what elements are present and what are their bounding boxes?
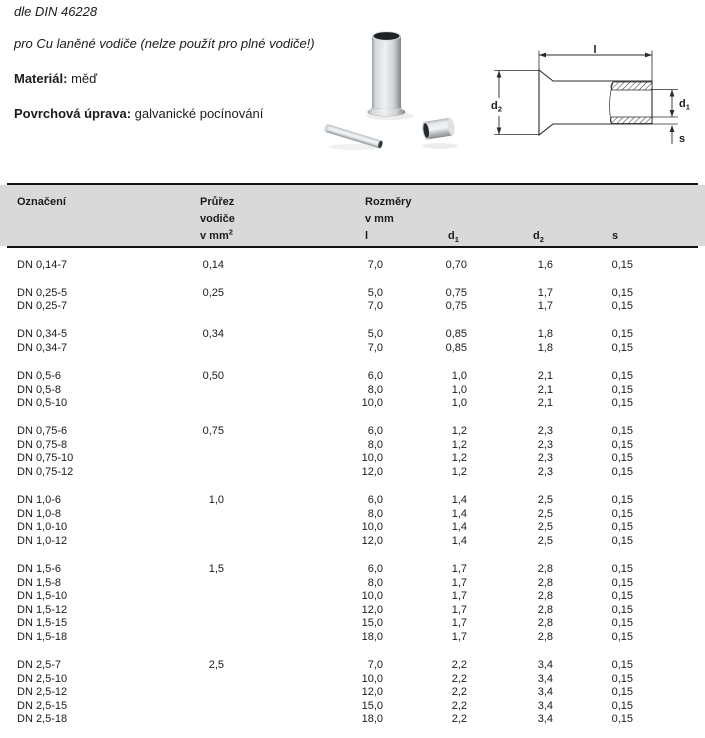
- cell-d2: 2,3: [537, 425, 553, 438]
- ferrule-short: [421, 117, 456, 140]
- cell-cross-section: [190, 439, 250, 453]
- header-dim-s: s: [612, 229, 619, 242]
- cell-d1: 2,2: [451, 672, 467, 685]
- cell-designation: DN 0,25-7: [17, 300, 68, 313]
- table-row: [0, 384, 705, 398]
- cell-d1: 1,0: [451, 397, 467, 410]
- table-row: [0, 259, 705, 273]
- cell-length-l: 15,0: [361, 699, 383, 712]
- cell-s: 0,15: [611, 383, 633, 396]
- cell-designation: DN 1,5-6: [17, 563, 62, 575]
- cell-cross-section: [190, 590, 250, 604]
- cell-d2: 1,7: [537, 286, 553, 299]
- table-group: [0, 287, 705, 314]
- ferrule-large-base: [368, 108, 406, 116]
- cell-s: 0,15: [611, 603, 633, 616]
- cell-d2: 2,8: [537, 576, 553, 589]
- cell-d2: 2,3: [537, 452, 553, 465]
- wall-section-top: [611, 82, 652, 90]
- cell-d1: 0,75: [445, 286, 467, 299]
- cell-designation: DN 2,5-15: [17, 699, 68, 712]
- table-row: [0, 617, 705, 631]
- cell-s: 0,15: [611, 341, 633, 354]
- cell-designation: DN 1,0-6: [17, 494, 62, 507]
- cell-length-l: 10,0: [361, 397, 383, 410]
- material-value: měď: [71, 71, 98, 86]
- cell-designation: DN 1,5-18: [17, 630, 68, 643]
- header-dim-d2: $d_2$: [533, 229, 544, 245]
- table-row: [0, 466, 705, 480]
- table-group: [0, 425, 705, 479]
- cell-cross-section: 2,5: [208, 659, 224, 672]
- cell-length-l: 7,0: [367, 659, 383, 672]
- table-row: [0, 287, 705, 301]
- table-group: [0, 494, 705, 548]
- surface-line: [14, 106, 263, 122]
- cell-s: 0,15: [611, 617, 633, 630]
- cell-length-l: 12,0: [361, 466, 383, 479]
- norm-text: dle DIN 46228: [14, 4, 98, 19]
- header-dim-d1: $d_1$: [448, 229, 459, 245]
- cell-cross-section: 1,0: [208, 494, 224, 507]
- cell-designation: DN 0,34-7: [17, 341, 68, 354]
- ferrule-large: [368, 31, 406, 116]
- cell-cross-section: [190, 384, 250, 398]
- cell-cross-section: [190, 713, 250, 727]
- cell-d2: 3,4: [537, 713, 553, 726]
- cell-cross-section: 1,5: [208, 563, 224, 575]
- cell-d2: 2,8: [537, 617, 553, 630]
- table-row: [0, 397, 705, 411]
- cell-cross-section: [190, 452, 250, 466]
- cell-length-l: 6,0: [367, 425, 383, 438]
- cell-s: 0,15: [611, 438, 633, 451]
- cell-designation: DN 1,0-10: [17, 521, 68, 534]
- cell-d2: 2,1: [537, 383, 553, 396]
- cell-s: 0,15: [611, 699, 633, 712]
- cell-cross-section: 0,75: [202, 425, 224, 438]
- table-row: [0, 686, 705, 700]
- cell-s: 0,15: [611, 672, 633, 685]
- cell-cross-section: [190, 466, 250, 480]
- cell-d2: 2,3: [537, 438, 553, 451]
- table-row: [0, 508, 705, 522]
- cell-d1: 2,2: [451, 659, 467, 672]
- cell-s: 0,15: [611, 686, 633, 699]
- cell-length-l: 7,0: [367, 258, 383, 271]
- material-label: Materiál:: [14, 71, 68, 86]
- cell-d2: 2,5: [537, 521, 553, 534]
- cell-length-l: 18,0: [361, 630, 383, 643]
- table-group: [0, 563, 705, 645]
- table-header: [0, 185, 705, 245]
- cell-designation: DN 0,5-6: [17, 369, 62, 382]
- cell-d1: 1,7: [451, 630, 467, 643]
- cell-d1: 1,4: [451, 507, 467, 520]
- cell-designation: DN 1,5-15: [17, 617, 68, 630]
- table-row: [0, 713, 705, 727]
- cell-length-l: 7,0: [367, 341, 383, 354]
- cell-designation: DN 1,0-8: [17, 507, 62, 520]
- cell-length-l: 10,0: [361, 521, 383, 534]
- cell-d1: 1,7: [451, 576, 467, 589]
- cell-designation: DN 2,5-10: [17, 672, 68, 685]
- cell-length-l: 8,0: [367, 438, 383, 451]
- cell-length-l: 10,0: [361, 672, 383, 685]
- cell-cross-section: [190, 617, 250, 631]
- cell-s: 0,15: [611, 590, 633, 603]
- table-group: [0, 259, 705, 273]
- cell-length-l: 18,0: [361, 713, 383, 726]
- cell-s: 0,15: [611, 494, 633, 507]
- label-s: s: [679, 133, 686, 145]
- cell-d1: 1,2: [451, 438, 467, 451]
- cell-d2: 2,1: [537, 397, 553, 410]
- table-row: [0, 577, 705, 591]
- cell-length-l: 6,0: [367, 563, 383, 575]
- cell-designation: DN 0,34-5: [17, 328, 68, 341]
- label-d1: $d_1$: [679, 98, 690, 112]
- cell-cross-section: [190, 700, 250, 714]
- table-row: [0, 439, 705, 453]
- cell-d1: 1,7: [451, 590, 467, 603]
- table-row: [0, 604, 705, 618]
- shadow-short-cylinder: [422, 143, 458, 149]
- cell-s: 0,15: [611, 328, 633, 341]
- cell-d2: 2,3: [537, 466, 553, 479]
- ferrule-large-body: [372, 36, 401, 108]
- cell-s: 0,15: [611, 630, 633, 643]
- cell-designation: DN 0,14-7: [17, 258, 68, 271]
- cell-s: 0,15: [611, 466, 633, 479]
- cell-length-l: 6,0: [367, 369, 383, 382]
- cell-d1: 0,70: [445, 258, 467, 271]
- surface-value: galvanické pocínování: [134, 106, 264, 121]
- ferrule-outline: [539, 70, 652, 135]
- cell-cross-section: 0,14: [202, 258, 224, 271]
- cell-s: 0,15: [611, 300, 633, 313]
- cell-cross-section: [190, 686, 250, 700]
- cell-d1: 2,2: [451, 699, 467, 712]
- table-row: [0, 370, 705, 384]
- table-row: [0, 673, 705, 687]
- label-d2: $d_2$: [491, 100, 502, 114]
- cell-d2: 1,6: [537, 258, 553, 271]
- cell-d1: 1,7: [451, 603, 467, 616]
- cell-d1: 2,2: [451, 686, 467, 699]
- cell-s: 0,15: [611, 258, 633, 271]
- cell-designation: DN 0,75-8: [17, 438, 68, 451]
- cell-cross-section: [190, 521, 250, 535]
- cell-d1: 0,75: [445, 300, 467, 313]
- table-group: [0, 328, 705, 355]
- cell-d1: 1,0: [451, 369, 467, 382]
- dimension-diagram: [485, 40, 705, 152]
- wall-section-bottom: [610, 117, 652, 124]
- cell-d2: 1,7: [537, 300, 553, 313]
- cell-length-l: 10,0: [361, 590, 383, 603]
- table-row: [0, 631, 705, 645]
- cell-d2: 2,1: [537, 369, 553, 382]
- cell-d2: 2,5: [537, 494, 553, 507]
- cell-s: 0,15: [611, 576, 633, 589]
- cell-length-l: 8,0: [367, 383, 383, 396]
- norm-reference: [14, 4, 97, 20]
- table-row: [0, 342, 705, 356]
- cell-s: 0,15: [611, 534, 633, 547]
- table-row: [0, 700, 705, 714]
- table-row: [0, 425, 705, 439]
- cell-designation: DN 1,0-12: [17, 534, 68, 547]
- cell-designation: DN 0,5-10: [17, 397, 68, 410]
- cell-d1: 1,2: [451, 425, 467, 438]
- cell-designation: DN 2,5-7: [17, 659, 62, 672]
- table-body: [0, 249, 705, 728]
- cell-s: 0,15: [611, 507, 633, 520]
- cell-designation: DN 1,5-10: [17, 590, 68, 603]
- usage-text: pro Cu laněné vodiče (nelze použít pro plné vodiče!): [14, 36, 315, 51]
- cell-s: 0,15: [611, 369, 633, 382]
- table-row: [0, 300, 705, 314]
- cell-length-l: 12,0: [361, 534, 383, 547]
- cell-d2: 1,8: [537, 341, 553, 354]
- cell-d1: 1,2: [451, 466, 467, 479]
- cell-length-l: 6,0: [367, 494, 383, 507]
- cell-d1: 1,7: [451, 617, 467, 630]
- table-row: [0, 535, 705, 549]
- cell-cross-section: [190, 673, 250, 687]
- cell-cross-section: [190, 631, 250, 645]
- cell-d2: 2,8: [537, 630, 553, 643]
- cell-s: 0,15: [611, 659, 633, 672]
- cell-d1: 1,0: [451, 383, 467, 396]
- cell-d1: 1,2: [451, 452, 467, 465]
- cell-s: 0,15: [611, 425, 633, 438]
- table-group: [0, 370, 705, 411]
- cell-cross-section: [190, 577, 250, 591]
- table-row: [0, 563, 705, 577]
- cell-d2: 2,8: [537, 563, 553, 575]
- table-row: [0, 328, 705, 342]
- table-row: [0, 590, 705, 604]
- cell-length-l: 12,0: [361, 603, 383, 616]
- cell-designation: DN 1,5-8: [17, 576, 62, 589]
- cell-length-l: 7,0: [367, 300, 383, 313]
- cell-designation: DN 2,5-18: [17, 713, 68, 726]
- cell-s: 0,15: [611, 521, 633, 534]
- ferrule-product-photo: [310, 8, 485, 158]
- cell-length-l: 8,0: [367, 507, 383, 520]
- cell-cross-section: [190, 535, 250, 549]
- cell-d2: 3,4: [537, 686, 553, 699]
- table-row: [0, 452, 705, 466]
- cell-d1: 1,4: [451, 521, 467, 534]
- cell-designation: DN 0,75-6: [17, 425, 68, 438]
- table-row: [0, 659, 705, 673]
- cell-length-l: 15,0: [361, 617, 383, 630]
- cell-d2: 1,8: [537, 328, 553, 341]
- cell-designation: DN 0,75-10: [17, 452, 74, 465]
- cell-d2: 2,5: [537, 507, 553, 520]
- cell-d2: 2,8: [537, 603, 553, 616]
- cell-d1: 0,85: [445, 341, 467, 354]
- cell-length-l: 12,0: [361, 686, 383, 699]
- cell-d1: 1,4: [451, 534, 467, 547]
- surface-label: Povrchová úprava:: [14, 106, 132, 121]
- table-group: [0, 659, 705, 727]
- cell-d2: 3,4: [537, 699, 553, 712]
- table-row: [0, 521, 705, 535]
- label-l: l: [593, 44, 597, 56]
- cell-d1: 2,2: [451, 713, 467, 726]
- cell-s: 0,15: [611, 713, 633, 726]
- cell-d2: 2,5: [537, 534, 553, 547]
- header-dimensions: Rozměry v mm l: [250, 194, 383, 245]
- cell-cross-section: [190, 342, 250, 356]
- cell-cross-section: [190, 397, 250, 411]
- cell-length-l: 5,0: [367, 286, 383, 299]
- cell-designation: DN 0,25-5: [17, 286, 68, 299]
- cell-cross-section: [190, 300, 250, 314]
- cell-cross-section: [190, 604, 250, 618]
- cell-cross-section: 0,25: [202, 286, 224, 299]
- cell-designation: DN 0,75-12: [17, 466, 74, 479]
- cell-d2: 3,4: [537, 672, 553, 685]
- cell-s: 0,15: [611, 286, 633, 299]
- cell-length-l: 10,0: [361, 452, 383, 465]
- header-designation: Označení: [17, 195, 66, 208]
- cell-s: 0,15: [611, 452, 633, 465]
- header-dim-l: l: [365, 229, 369, 242]
- material-line: [14, 71, 97, 87]
- cell-d2: 3,4: [537, 659, 553, 672]
- cell-d2: 2,8: [537, 590, 553, 603]
- cell-length-l: 8,0: [367, 576, 383, 589]
- cell-s: 0,15: [611, 563, 633, 575]
- cell-designation: DN 0,5-8: [17, 383, 62, 396]
- cell-cross-section: [190, 508, 250, 522]
- cell-length-l: 5,0: [367, 328, 383, 341]
- cell-cross-section: 0,34: [202, 328, 224, 341]
- cell-d1: 1,4: [451, 494, 467, 507]
- cell-d1: 0,85: [445, 328, 467, 341]
- cell-d1: 1,7: [451, 563, 467, 575]
- header-cross-section: Průřez vodiče v $mm^2$: [200, 195, 235, 242]
- cell-designation: DN 2,5-12: [17, 686, 68, 699]
- ferrule-large-opening: [374, 32, 400, 40]
- cell-s: 0,15: [611, 397, 633, 410]
- cell-cross-section: 0,50: [202, 369, 224, 382]
- table-row: [0, 494, 705, 508]
- cell-designation: DN 1,5-12: [17, 603, 68, 616]
- usage-note: [14, 36, 315, 52]
